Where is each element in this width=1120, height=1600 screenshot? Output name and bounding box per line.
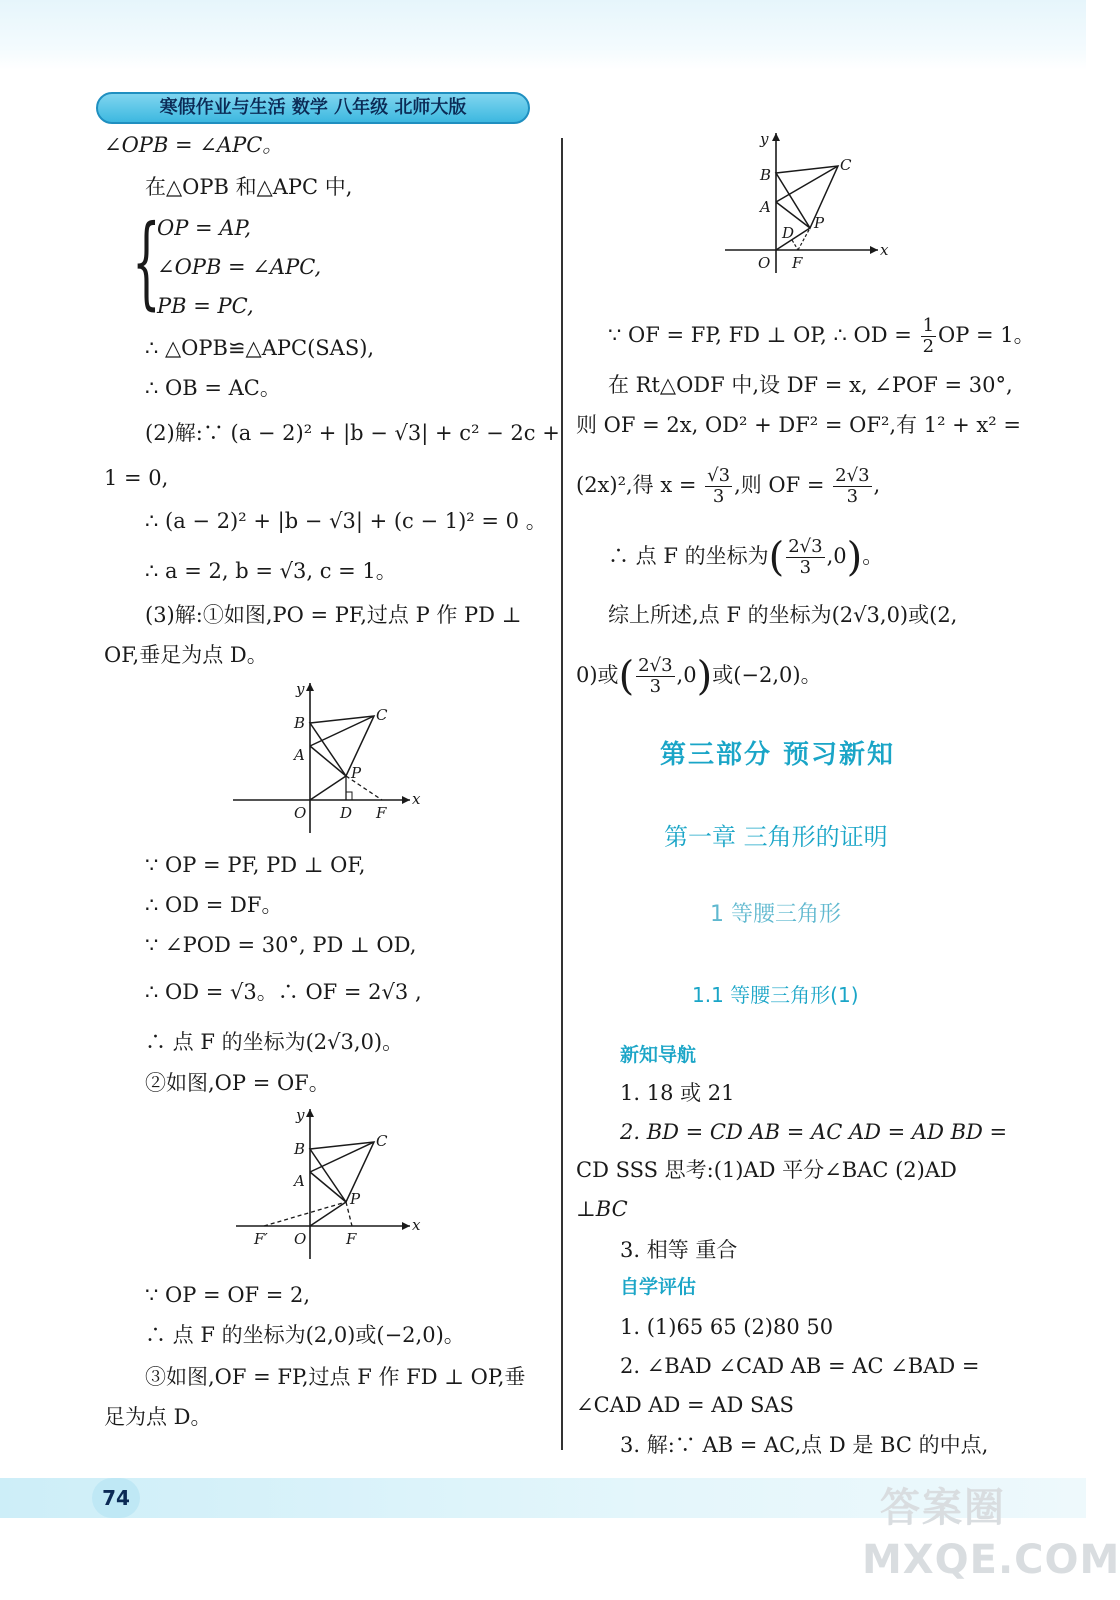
section-tag-self-assessment: 自学评估 bbox=[620, 1276, 697, 1298]
figure-3 bbox=[720, 128, 890, 278]
label-F: F bbox=[376, 804, 387, 822]
label-C: C bbox=[376, 1132, 388, 1150]
label-B: B bbox=[294, 714, 306, 732]
system-brace: { bbox=[132, 203, 161, 320]
text-line: ∵ OF = FP, FD ⊥ OP, ∴ OD = $\frac{1}{2}$ OP = 1。 bbox=[608, 315, 1035, 357]
label-O: O bbox=[294, 804, 307, 822]
label-A: A bbox=[294, 1172, 305, 1190]
text-line: (2x)²,得 x = $\frac{√3}{3}$ ,则 OF = $\frac{2√3}{3}$ , bbox=[576, 465, 881, 507]
label-F: F bbox=[792, 254, 803, 272]
text-line: 0)或( $\frac{2√3}{3}$ ,0)或(−2,0)。 bbox=[576, 653, 822, 700]
text-line: 2. BD = CD AB = AC AD = AD BD = bbox=[620, 1120, 1008, 1144]
text-line: 在 Rt△ODF 中,设 DF = x, ∠POF = 30°, bbox=[608, 373, 1013, 397]
text-line: 1. (1)65 65 (2)80 50 bbox=[620, 1315, 834, 1339]
text-line: ∵ OP = OF = 2, bbox=[145, 1283, 311, 1307]
watermark-url: MXQE.COM bbox=[862, 1537, 1120, 1583]
text-line: ∴ a = 2, b = √3, c = 1。 bbox=[145, 559, 397, 583]
label-B: B bbox=[294, 1140, 306, 1158]
text-line: ∴ OB = AC。 bbox=[145, 376, 281, 400]
label-O: O bbox=[294, 1230, 307, 1248]
label-B: B bbox=[760, 166, 772, 184]
label-P: P bbox=[814, 214, 825, 232]
label-A: A bbox=[294, 746, 305, 764]
text-line: 1. 18 或 21 bbox=[620, 1081, 735, 1105]
text-line: 则 OF = 2x, OD² + DF² = OF²,有 1² + x² = bbox=[576, 413, 1021, 437]
text-line: 综上所述,点 F 的坐标为(2√3,0)或(2, bbox=[608, 603, 958, 627]
page-number: 74 bbox=[92, 1478, 140, 1518]
label-D: D bbox=[782, 224, 795, 242]
label-C: C bbox=[840, 156, 852, 174]
text-line: ③如图,OF = FP,过点 F 作 FD ⊥ OP,垂 bbox=[145, 1365, 526, 1389]
text-line: ∠CAD AD = AD SAS bbox=[576, 1393, 794, 1417]
text-line: ∠OPB = ∠APC, bbox=[157, 255, 322, 279]
label-F: F bbox=[346, 1230, 357, 1248]
label-y: y bbox=[296, 680, 305, 698]
book-header-banner: 寒假作业与生活 数学 八年级 北师大版 bbox=[96, 92, 530, 124]
text-line: OF,垂足为点 D。 bbox=[104, 643, 268, 667]
label-A: A bbox=[760, 198, 771, 216]
text-line: ②如图,OP = OF。 bbox=[145, 1071, 330, 1095]
label-x: x bbox=[412, 790, 421, 808]
text-line: ⊥BC bbox=[576, 1197, 628, 1221]
text-line: ∵ ∠POD = 30°, PD ⊥ OD, bbox=[145, 933, 417, 957]
text-line: 3. 相等 重合 bbox=[620, 1238, 738, 1262]
text-line: 3. 解:∵ AB = AC,点 D 是 BC 的中点, bbox=[620, 1433, 989, 1457]
text-line: ∠OPB = ∠APC。 bbox=[104, 133, 284, 157]
section-title: 1 等腰三角形 bbox=[710, 902, 841, 927]
label-O: O bbox=[758, 254, 771, 272]
section-tag-new-knowledge: 新知导航 bbox=[620, 1044, 697, 1066]
subsection-title: 1.1 等腰三角形(1) bbox=[692, 983, 859, 1007]
text-line: 在△OPB 和△APC 中, bbox=[145, 175, 353, 199]
label-y: y bbox=[296, 1106, 305, 1124]
text-line: ∵ OP = PF, PD ⊥ OF, bbox=[145, 853, 366, 877]
label-x: x bbox=[880, 241, 889, 259]
figure-2 bbox=[228, 1104, 421, 1264]
chapter-title: 第一章 三角形的证明 bbox=[664, 823, 888, 851]
label-P: P bbox=[351, 764, 362, 782]
top-band bbox=[0, 0, 1086, 70]
text-line: ∴ (a − 2)² + |b − √3| + (c − 1)² = 0 。 bbox=[145, 509, 547, 533]
text-line: 2. ∠BAD ∠CAD AB = AC ∠BAD = bbox=[620, 1354, 980, 1378]
text-line: 1 = 0, bbox=[104, 466, 169, 490]
text-line: ∴ 点 F 的坐标为( $\frac{2√3}{3}$ ,0)。 bbox=[608, 534, 884, 581]
text-line: OP = AP, bbox=[157, 216, 252, 240]
text-line: (3)解:①如图,PO = PF,过点 P 作 PD ⊥ bbox=[145, 603, 522, 627]
label-y: y bbox=[760, 130, 769, 148]
part-title: 第三部分 预习新知 bbox=[660, 740, 896, 770]
column-divider bbox=[561, 138, 563, 1450]
text-line: ∴ OD = √3。∴ OF = 2√3 , bbox=[145, 980, 422, 1004]
label-C: C bbox=[376, 706, 388, 724]
text-line: CD SSS 思考:(1)AD 平分∠BAC (2)AD bbox=[576, 1158, 957, 1182]
label-x: x bbox=[412, 1216, 421, 1234]
label-F-prime: F′ bbox=[254, 1230, 268, 1248]
text-line: ∴ 点 F 的坐标为(2,0)或(−2,0)。 bbox=[145, 1323, 465, 1347]
text-line: 足为点 D。 bbox=[104, 1405, 212, 1429]
text-line: (2)解:∵ (a − 2)² + |b − √3| + c² − 2c + bbox=[145, 421, 560, 445]
text-line: PB = PC, bbox=[157, 294, 254, 318]
figure-1 bbox=[228, 678, 421, 838]
label-D: D bbox=[340, 804, 353, 822]
label-P: P bbox=[350, 1190, 361, 1208]
watermark-logo: 答案圈 bbox=[880, 1485, 1006, 1531]
text-line: ∴ 点 F 的坐标为(2√3,0)。 bbox=[145, 1030, 404, 1054]
text-line: ∴ △OPB≌△APC(SAS), bbox=[145, 336, 375, 360]
text-line: ∴ OD = DF。 bbox=[145, 893, 283, 917]
